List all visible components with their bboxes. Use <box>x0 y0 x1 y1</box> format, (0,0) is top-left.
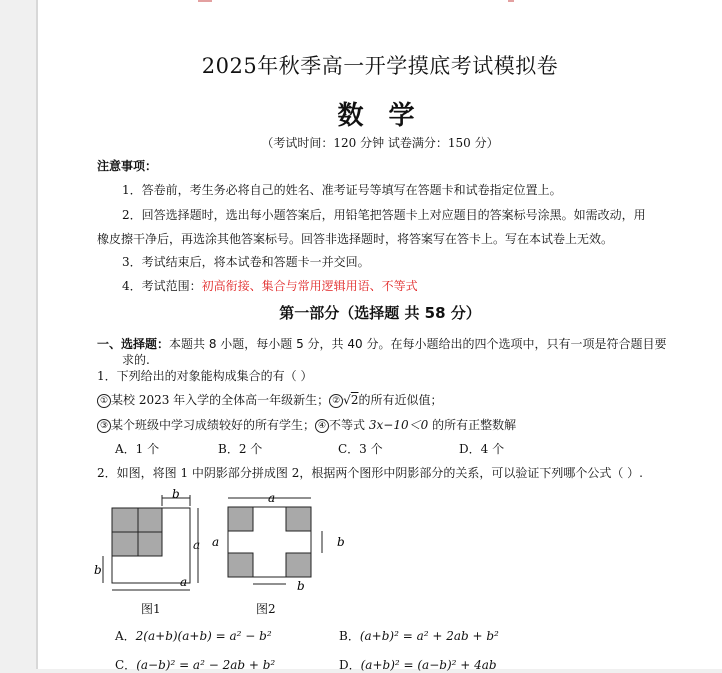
q1-items-row1 <box>97 391 442 408</box>
notice-item-2a: 2．回答选择题时，选出每小题答案后，用铅笔把答题卡上对应题目的答案标号涂黑。如需改动，用 <box>122 208 646 222</box>
q2-option-c-label: C． <box>115 658 137 672</box>
subject-title: 数 学 <box>337 101 423 131</box>
notice-item-2b: 橡皮擦干净后，再选涂其他答案标号。回答非选择题时，将答案写在答卡上。写在本试卷上无效。 <box>97 232 614 246</box>
exam-title: 2025年秋季高一开学摸底考试模拟卷 <box>201 54 559 78</box>
fig1-label-b-top: b <box>172 487 180 501</box>
exam-scope: 初高衔接、集合与常用逻辑用语、不等式 <box>201 279 418 293</box>
fig1-label-a-right: a <box>193 538 201 552</box>
q1-item-4-tail: 的所有正整数解 <box>432 418 517 432</box>
q1-option-d: D．4 个 <box>459 442 505 456</box>
fig2-corner-shade <box>286 507 311 531</box>
document-page <box>38 0 722 672</box>
q2-option-a-expr: 2(a+b)(a+b) = a² − b² <box>135 629 272 643</box>
section-text-b: 求的. <box>122 353 150 367</box>
circled-4: ④ <box>315 419 329 433</box>
fig1-label-a-bottom: a <box>180 575 188 589</box>
fig2-corner-shade <box>286 553 311 577</box>
q2-option-a-label: A． <box>115 629 136 643</box>
q1-items-row2 <box>97 416 516 433</box>
q2-stem: 2．如图，将图 1 中阴影部分拼成图 2，根据两个图形中阴影部分的关系，可以验证下列哪个公式（ ）. <box>97 466 643 480</box>
top-marker <box>508 0 514 2</box>
fig1-shade <box>138 532 162 556</box>
fig1-caption: 图1 <box>141 602 161 616</box>
notice-item-1: 1．答卷前，考生务必将自己的姓名、准考证号等填写在答题卡和试卷指定位置上。 <box>122 183 562 197</box>
notice-heading: 注意事项： <box>97 159 158 173</box>
fig2-label-b-right: b <box>337 535 345 549</box>
q1-item-4-expr: 3x−10＜0 <box>368 418 429 432</box>
q2-option-a <box>115 627 272 644</box>
section-heading <box>97 335 666 352</box>
sqrt-icon: √2 <box>343 393 359 407</box>
fig1-shade <box>138 508 162 532</box>
fig2-label-a-top: a <box>268 491 276 505</box>
q1-option-c: C．3 个 <box>338 442 383 456</box>
q1-item-1: 某校 2023 年入学的全体高一年级新生； <box>111 393 330 407</box>
figure-2 <box>212 486 352 596</box>
notice-item-3: 3．考试结束后，将本试卷和答题卡一并交回。 <box>122 255 370 269</box>
q2-option-d <box>339 656 497 673</box>
fig2-caption: 图2 <box>256 602 276 616</box>
q1-stem: 1．下列给出的对象能构成集合的有（ ） <box>97 369 313 383</box>
fig1-shade <box>112 508 138 532</box>
notice-item-4-prefix: 4．考试范围： <box>122 279 202 293</box>
top-marker <box>198 0 212 2</box>
fig2-label-b-bottom: b <box>297 579 305 593</box>
section-lead: 一、选择题： <box>97 337 170 351</box>
section-text-a: 本题共 8 小题，每小题 5 分，共 40 分。在每小题给出的四个选项中，只有一项是符合题目要 <box>169 337 667 351</box>
fig2-corner-shade <box>228 507 253 531</box>
q1-option-a: A．1 个 <box>115 442 160 456</box>
q2-option-c <box>115 656 275 673</box>
fig2-corner-shade <box>228 553 253 577</box>
exam-meta: （考试时间：120 分钟 试卷满分：150 分） <box>261 136 499 150</box>
figure-1 <box>93 484 203 594</box>
part-title: 第一部分（选择题 共 58 分） <box>279 304 481 322</box>
q1-option-b: B．2 个 <box>218 442 263 456</box>
circled-1: ① <box>97 394 111 408</box>
q2-option-b-expr: (a+b)² = a² + 2ab + b² <box>359 629 499 643</box>
circled-2: ② <box>329 394 343 408</box>
fig1-label-b-left: b <box>94 563 102 577</box>
notice-item-4 <box>122 277 418 294</box>
circled-3: ③ <box>97 419 111 433</box>
q1-item-2-tail: 的所有近似值； <box>358 393 443 407</box>
q2-option-b-label: B． <box>339 629 360 643</box>
q1-item-4-prefix: 不等式 <box>329 418 366 432</box>
sqrt-radicand: 2 <box>350 393 359 407</box>
q2-option-c-expr: (a−b)² = a² − 2ab + b² <box>136 658 276 672</box>
q2-option-d-label: D． <box>339 658 361 672</box>
q2-option-d-expr: (a+b)² = (a−b)² + 4ab <box>360 658 497 672</box>
fig1-shade <box>112 532 138 556</box>
q2-option-b <box>339 627 499 644</box>
q1-item-3: 某个班级中学习成绩较好的所有学生； <box>111 418 316 432</box>
fig2-label-a-left: a <box>212 535 220 549</box>
